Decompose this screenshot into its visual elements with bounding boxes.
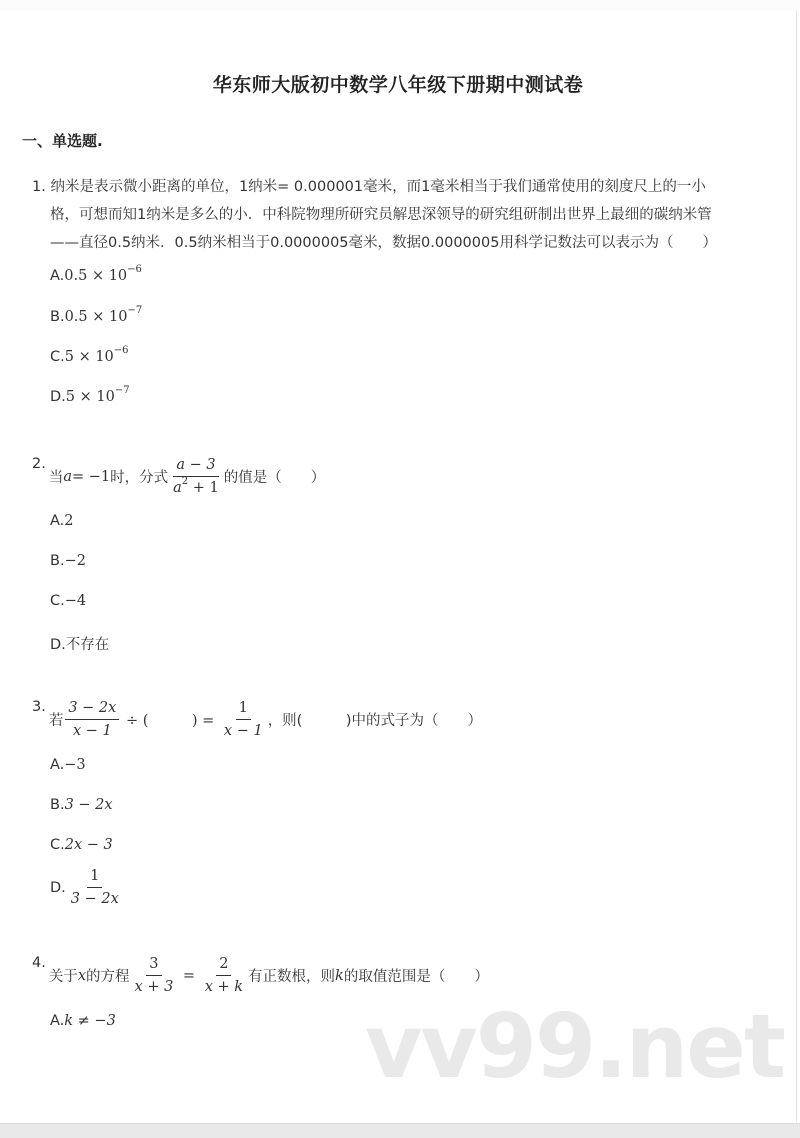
option-value: k ≠ −3 xyxy=(64,1013,116,1029)
question-1-line-1 xyxy=(32,175,706,196)
option-c[interactable] xyxy=(50,593,86,609)
question-number: 2. xyxy=(32,456,46,472)
question-1-line-2: 格，可想而知1纳米是多么的小．中科院物理所研究员解思深领导的研究组研制出世界上最细的碳纳米管 xyxy=(50,207,712,223)
option-label: B. xyxy=(50,309,65,325)
denominator: x + 3 xyxy=(134,979,174,995)
top-edge xyxy=(0,0,800,10)
operator: = xyxy=(178,967,200,984)
option-label: C. xyxy=(50,837,65,853)
fraction xyxy=(221,699,266,740)
page-title: 华东师大版初中数学八年级下册期中测试卷 xyxy=(212,74,584,96)
section-heading: 一、单选题. xyxy=(22,132,103,150)
option-label: C. xyxy=(50,593,65,609)
variable: a xyxy=(63,468,72,485)
question-4 xyxy=(32,955,489,996)
page-bottom-edge xyxy=(0,1123,800,1138)
denominator: $a^2 + 1$ xyxy=(173,476,219,496)
text: 的方程 xyxy=(86,969,130,985)
fraction xyxy=(68,867,122,908)
option-b[interactable] xyxy=(50,305,143,325)
option-a[interactable] xyxy=(50,1013,116,1029)
fraction xyxy=(132,955,177,996)
exponent: −7 xyxy=(127,305,143,316)
option-value: 5 × 10 xyxy=(65,389,115,405)
option-label: D. xyxy=(50,637,66,653)
option-label: C. xyxy=(50,349,65,365)
operator: ÷ ( ) = xyxy=(121,713,219,729)
exponent: −7 xyxy=(114,385,130,396)
variable: k xyxy=(335,967,344,984)
option-d[interactable] xyxy=(50,633,109,654)
text: ，则( )中的式子为（ ） xyxy=(267,713,483,729)
option-label: A. xyxy=(50,757,65,773)
question-number: 1. xyxy=(32,179,46,195)
question-text: 纳米是表示微小距离的单位，1纳米= 0.000001毫米，而1毫米相当于我们通常使用的刻度尺上的一小 xyxy=(50,179,706,195)
watermark: vv99.net xyxy=(365,995,785,1098)
numerator: 2 xyxy=(216,955,231,976)
option-label: B. xyxy=(50,553,65,569)
question-2 xyxy=(32,456,325,497)
text: 的值是（ ） xyxy=(223,470,326,486)
question-3 xyxy=(32,699,482,740)
denominator: 3 − 2x xyxy=(70,891,119,907)
option-c[interactable] xyxy=(50,837,113,853)
option-value: 0.5 × 10 xyxy=(64,268,128,284)
option-d[interactable] xyxy=(50,385,130,405)
option-value: 0.5 × 10 xyxy=(64,309,128,325)
numerator: 1 xyxy=(87,867,102,888)
text: 有正数根，则 xyxy=(248,969,336,985)
option-a[interactable] xyxy=(50,513,74,529)
text: 的取值范围是（ ） xyxy=(343,969,489,985)
option-value: −3 xyxy=(64,757,86,773)
denominator: x − 1 xyxy=(223,723,263,739)
question-1-line-3: ——直径0.5纳米．0.5纳米相当于0.0000005毫米，数据0.0000005用科学记数法可以表示为（ ） xyxy=(50,235,717,251)
option-label: A. xyxy=(50,1013,65,1029)
option-a[interactable] xyxy=(50,264,142,284)
option-b[interactable] xyxy=(50,553,86,569)
denominator: x + k xyxy=(204,979,244,995)
text: 当 xyxy=(48,470,64,486)
text: 时，分式 xyxy=(110,470,169,486)
question-number: 4. xyxy=(32,955,46,971)
option-label: D. xyxy=(50,389,66,405)
option-value: 5 × 10 xyxy=(64,349,114,365)
fraction xyxy=(170,456,222,497)
option-value: 2 xyxy=(64,513,74,529)
numerator: a − 3 xyxy=(173,456,218,477)
option-label: A. xyxy=(50,513,65,529)
option-label: D. xyxy=(50,879,66,896)
option-value: −4 xyxy=(64,593,87,609)
numerator: 3 xyxy=(146,955,161,976)
fraction xyxy=(65,699,119,740)
option-b[interactable] xyxy=(50,797,113,813)
option-value: 不存在 xyxy=(65,637,110,653)
option-label: B. xyxy=(50,797,65,813)
numerator: 1 xyxy=(236,699,251,720)
text: 关于 xyxy=(48,969,78,985)
option-a[interactable] xyxy=(50,757,86,773)
variable: x xyxy=(77,967,87,984)
option-d[interactable] xyxy=(50,867,124,908)
option-label: A. xyxy=(50,268,65,284)
question-number: 3. xyxy=(32,699,46,715)
option-value: 3 − 2x xyxy=(64,797,113,813)
denominator: x − 1 xyxy=(72,723,112,739)
option-value: 2x − 3 xyxy=(64,837,113,853)
condition: = −1 xyxy=(72,468,111,485)
option-c[interactable] xyxy=(50,345,129,365)
fraction xyxy=(202,955,246,996)
numerator: 3 − 2x xyxy=(65,699,119,720)
option-value: −2 xyxy=(64,553,86,569)
exponent: −6 xyxy=(127,264,142,275)
exponent: −6 xyxy=(113,345,129,356)
text: 若 xyxy=(48,713,64,729)
